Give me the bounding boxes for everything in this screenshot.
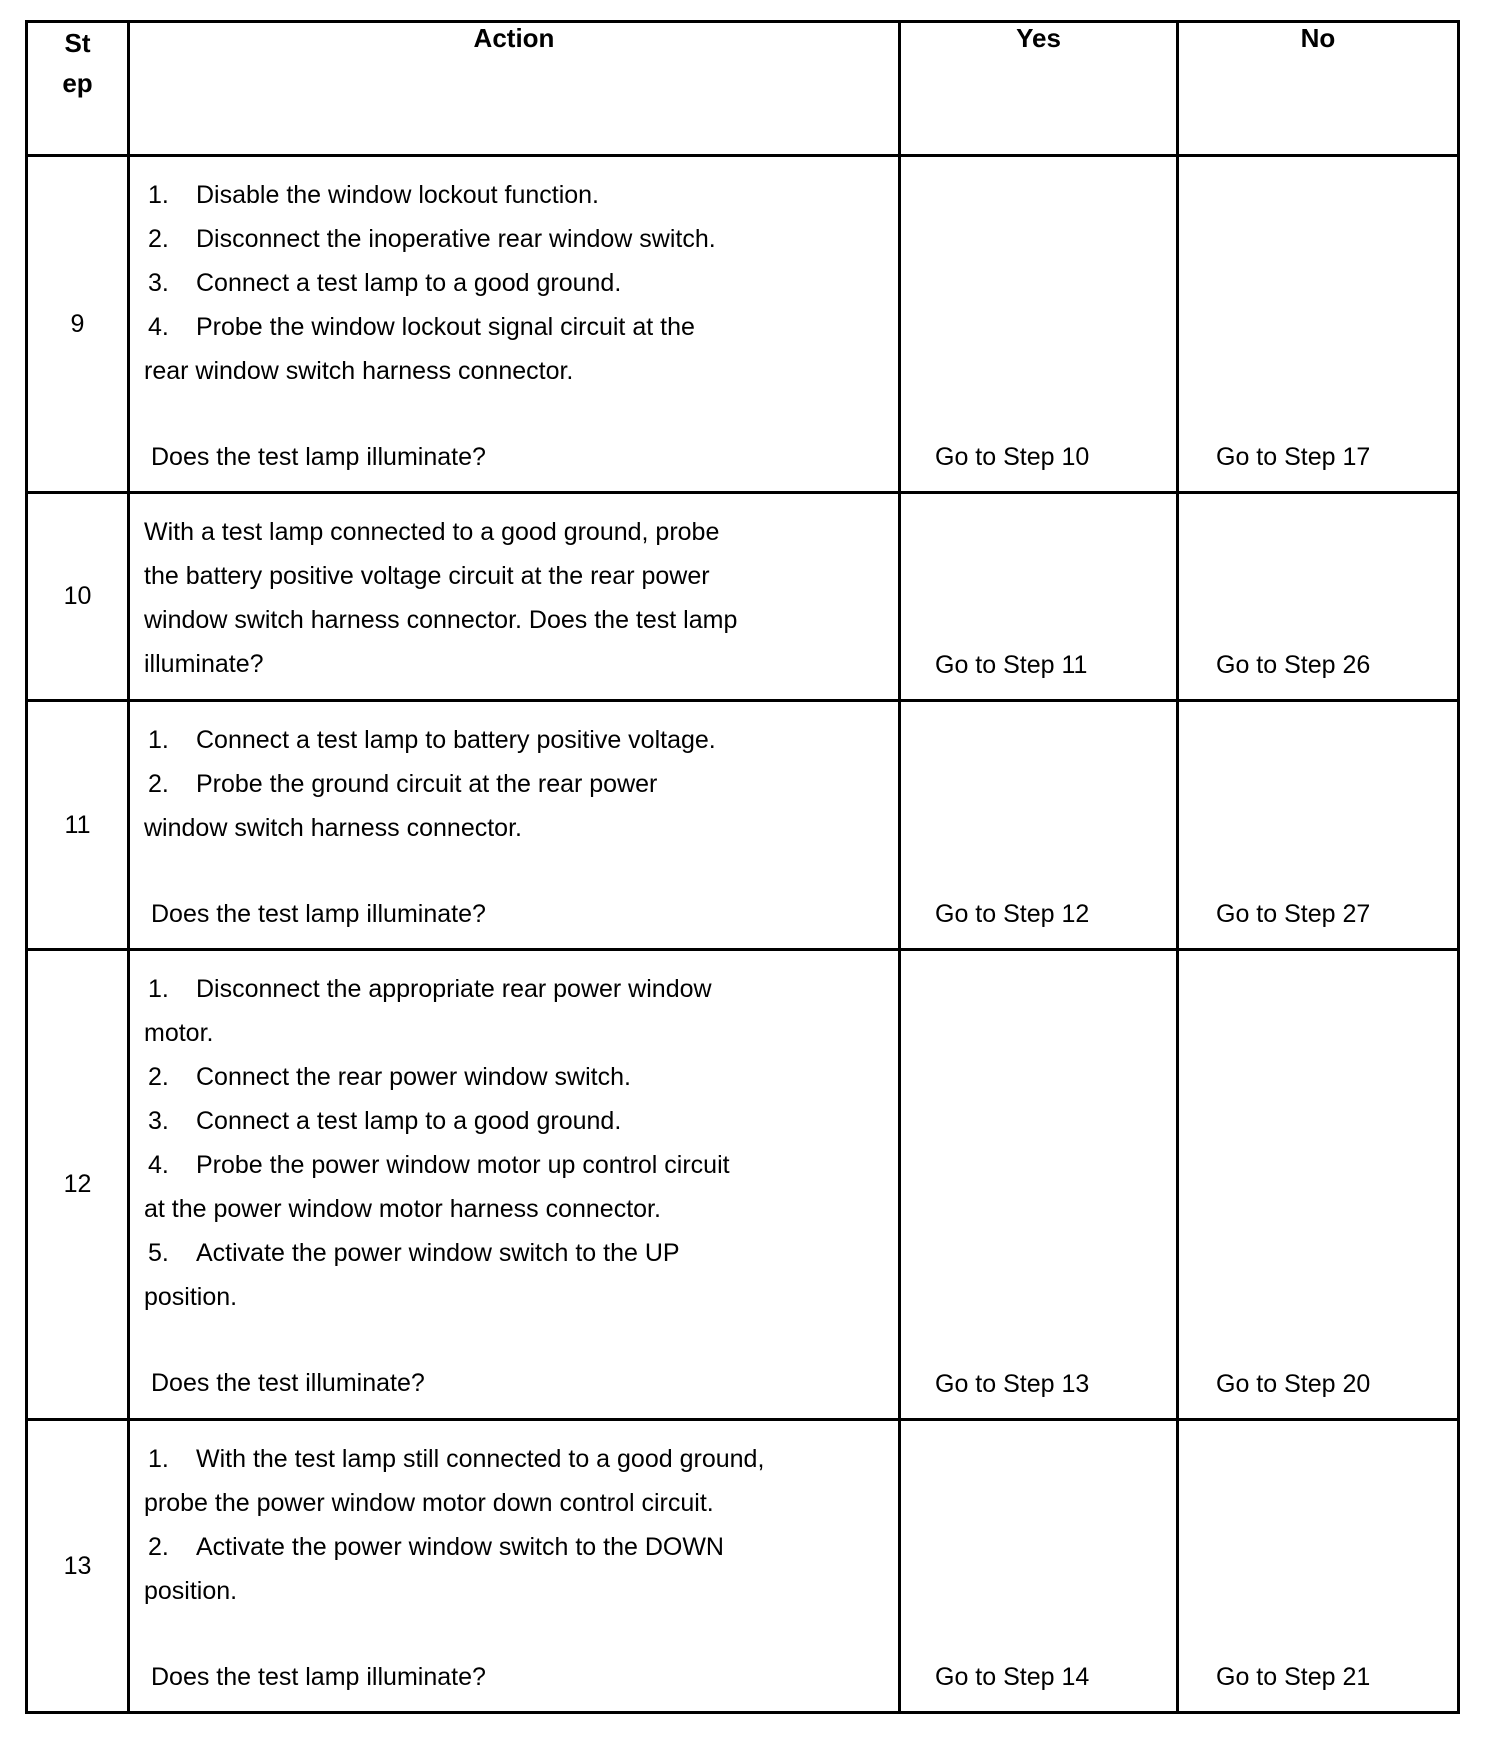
action-text: motor. <box>144 1019 214 1047</box>
action-line <box>144 1481 898 1525</box>
no-result <box>1178 156 1459 493</box>
yes-column-header: Yes <box>900 22 1178 156</box>
step-header-line-1: St <box>64 28 91 58</box>
no-column-header: No <box>1178 22 1459 156</box>
step-number: 9 <box>27 156 129 493</box>
no-text: Go to Step 20 <box>1216 1370 1371 1398</box>
action-text: Disconnect the inoperative rear window switch. <box>196 225 716 253</box>
list-number: 2. <box>148 1533 169 1561</box>
action-line <box>144 642 898 686</box>
yes-text: Go to Step 13 <box>935 1370 1090 1398</box>
action-text: the battery positive voltage circuit at the rear power <box>144 562 710 590</box>
action-text: Disable the window lockout function. <box>196 181 600 209</box>
action-line <box>144 1525 898 1569</box>
list-number: 2. <box>148 225 169 253</box>
action-cell <box>129 701 900 950</box>
list-number: 3. <box>148 1107 169 1135</box>
action-text: probe the power window motor down control circuit. <box>144 1489 714 1517</box>
action-line <box>144 261 898 305</box>
no-result <box>1178 1420 1459 1713</box>
table-row <box>27 156 1459 493</box>
list-number: 1. <box>148 975 169 1003</box>
step-header-line-2: ep <box>62 68 93 98</box>
action-line <box>144 554 898 598</box>
action-line <box>144 967 898 1011</box>
action-text: Connect a test lamp to battery positive voltage. <box>196 726 716 754</box>
list-number: 4. <box>148 313 169 341</box>
yes-text: Go to Step 10 <box>935 443 1090 471</box>
action-text: rear window switch harness connector. <box>144 357 574 385</box>
action-cell <box>129 493 900 701</box>
list-number: 5. <box>148 1239 169 1267</box>
action-text: position. <box>144 1577 238 1605</box>
yes-text: Go to Step 14 <box>935 1663 1090 1691</box>
table-row <box>27 493 1459 701</box>
action-text: at the power window motor harness connector. <box>144 1195 661 1223</box>
action-line <box>144 1437 898 1481</box>
action-question: Does the test illuminate? <box>151 1369 425 1397</box>
yes-result <box>900 1420 1178 1713</box>
no-text: Go to Step 21 <box>1216 1663 1371 1691</box>
action-cell <box>129 156 900 493</box>
action-line <box>144 305 898 349</box>
action-text: illuminate? <box>144 650 264 678</box>
yes-result <box>900 156 1178 493</box>
action-line <box>144 217 898 261</box>
action-text: Probe the ground circuit at the rear power <box>196 770 658 798</box>
action-text: Connect a test lamp to a good ground. <box>196 1107 622 1135</box>
action-text: Disconnect the appropriate rear power window <box>196 975 712 1003</box>
action-text: position. <box>144 1283 238 1311</box>
action-line <box>144 173 898 217</box>
table-row <box>27 1420 1459 1713</box>
action-text: Probe the window lockout signal circuit at the <box>196 313 695 341</box>
action-question: Does the test lamp illuminate? <box>151 900 486 928</box>
list-number: 1. <box>148 1445 169 1473</box>
action-line <box>144 598 898 642</box>
action-cell <box>129 1420 900 1713</box>
action-line <box>144 762 898 806</box>
list-number: 1. <box>148 181 169 209</box>
step-number: 13 <box>27 1420 129 1713</box>
action-text: Connect a test lamp to a good ground. <box>196 269 622 297</box>
action-line <box>144 1143 898 1187</box>
yes-result <box>900 493 1178 701</box>
action-line <box>144 1099 898 1143</box>
action-line <box>144 718 898 762</box>
no-result <box>1178 493 1459 701</box>
action-text: window switch harness connector. <box>144 814 522 842</box>
no-text: Go to Step 27 <box>1216 900 1371 928</box>
no-result <box>1178 701 1459 950</box>
action-line <box>144 1275 898 1319</box>
action-text: Probe the power window motor up control circuit <box>196 1151 730 1179</box>
action-line <box>144 1569 898 1613</box>
action-text: Activate the power window switch to the UP <box>196 1239 680 1267</box>
action-cell <box>129 950 900 1420</box>
no-result <box>1178 950 1459 1420</box>
action-text: window switch harness connector. Does the test lamp <box>144 606 738 634</box>
header-row <box>27 22 1459 156</box>
action-text: With a test lamp connected to a good ground, probe <box>144 518 720 546</box>
action-text: With the test lamp still connected to a good ground, <box>196 1445 765 1473</box>
step-column-header <box>27 22 129 156</box>
step-number: 10 <box>27 493 129 701</box>
action-line <box>144 1231 898 1275</box>
step-number: 12 <box>27 950 129 1420</box>
list-number: 2. <box>148 1063 169 1091</box>
action-line <box>144 1055 898 1099</box>
action-question: Does the test lamp illuminate? <box>151 443 486 471</box>
list-number: 3. <box>148 269 169 297</box>
yes-result <box>900 950 1178 1420</box>
table-row <box>27 701 1459 950</box>
no-text: Go to Step 17 <box>1216 443 1371 471</box>
list-number: 1. <box>148 726 169 754</box>
step-number: 11 <box>27 701 129 950</box>
yes-text: Go to Step 11 <box>935 651 1088 679</box>
list-number: 2. <box>148 770 169 798</box>
table-row <box>27 950 1459 1420</box>
action-line <box>144 1187 898 1231</box>
action-line <box>144 510 898 554</box>
action-text: Connect the rear power window switch. <box>196 1063 631 1091</box>
no-text: Go to Step 26 <box>1216 651 1371 679</box>
action-line <box>144 1011 898 1055</box>
yes-text: Go to Step 12 <box>935 900 1090 928</box>
action-text: Activate the power window switch to the DOWN <box>196 1533 724 1561</box>
list-number: 4. <box>148 1151 169 1179</box>
yes-result <box>900 701 1178 950</box>
action-line <box>144 806 898 850</box>
action-line <box>144 349 898 393</box>
action-column-header: Action <box>129 22 900 156</box>
diagnostic-table <box>25 20 1460 1714</box>
action-question: Does the test lamp illuminate? <box>151 1663 486 1691</box>
